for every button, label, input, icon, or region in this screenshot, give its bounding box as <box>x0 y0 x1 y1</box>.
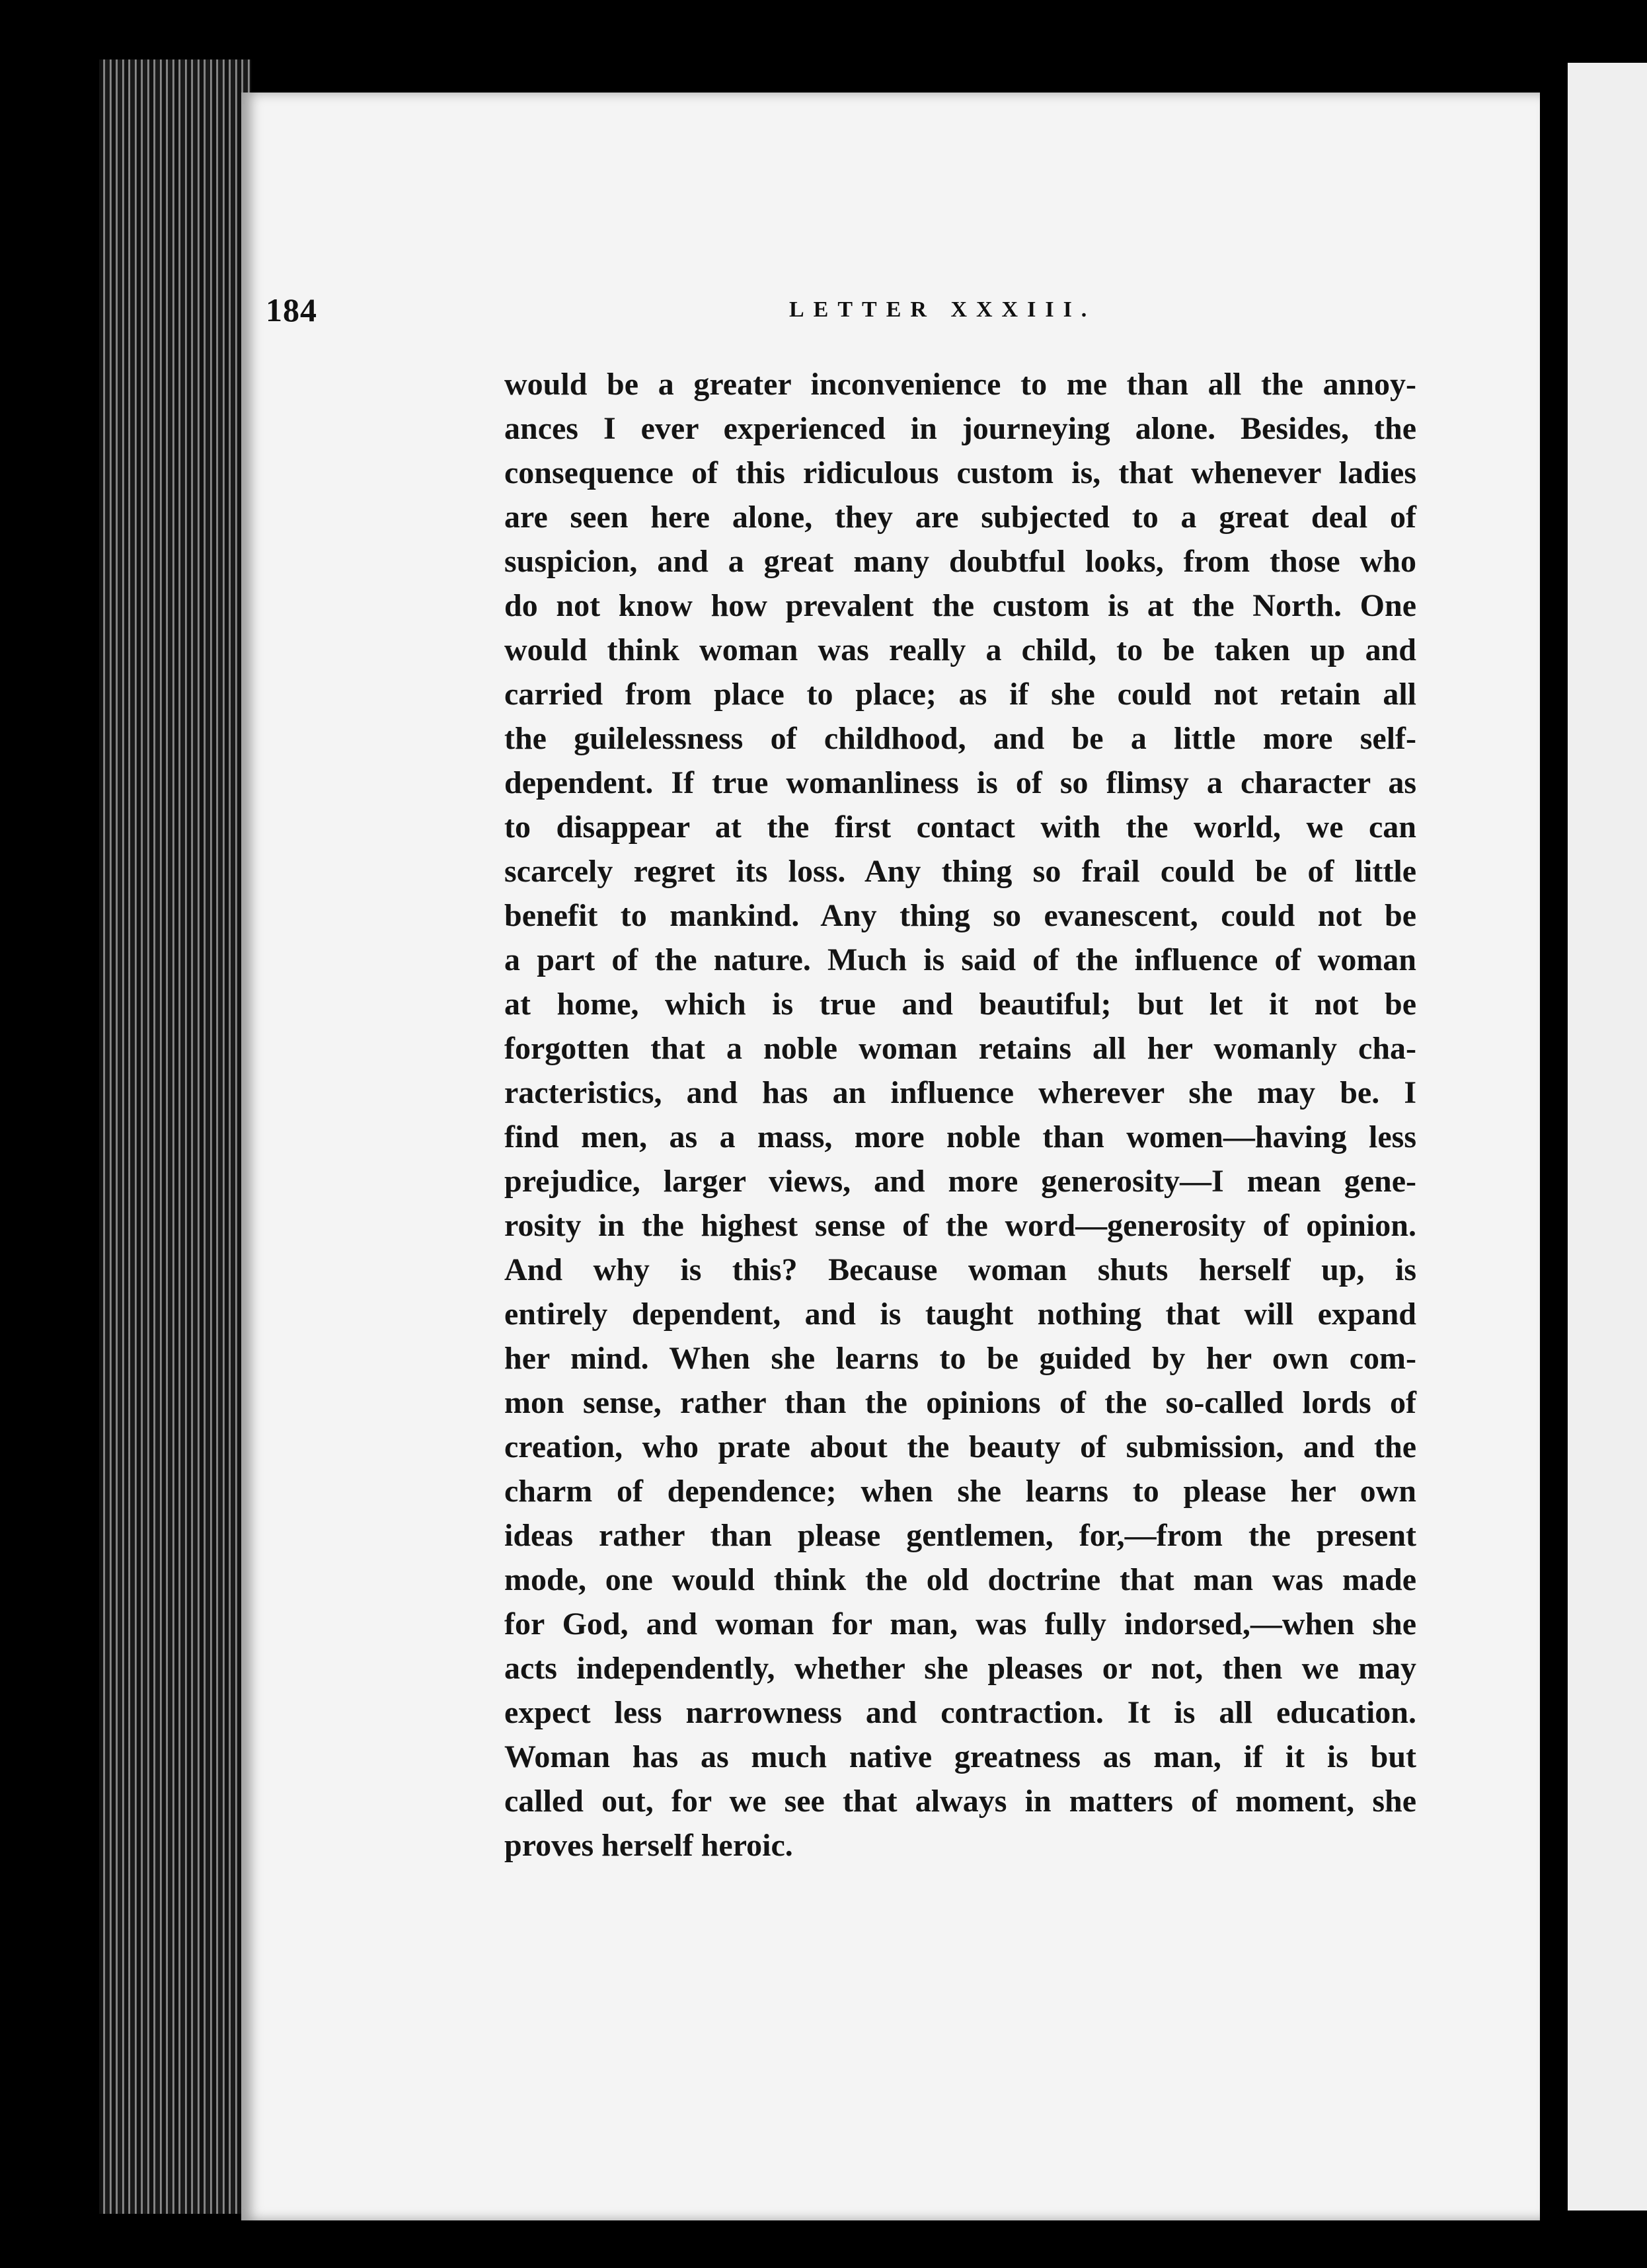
page-edges <box>99 59 251 2214</box>
text-line: suspicion, and a great many doubtful looks, from those who <box>504 544 1416 579</box>
text-line: forgotten that a noble woman retains all her womanly cha- <box>504 1031 1416 1066</box>
text-line: expect less narrowness and contraction. It is all education. <box>504 1695 1416 1730</box>
text-line: ideas rather than please gentlemen, for,—from the present <box>504 1518 1416 1553</box>
text-line: her mind. When she learns to be guided by her own com- <box>504 1341 1416 1376</box>
facing-page-edge <box>1568 63 1647 2211</box>
text-line: do not know how prevalent the custom is at the North. One <box>504 588 1416 623</box>
text-line: carried from place to place; as if she could not retain all <box>504 677 1416 712</box>
text-line: mode, one would think the old doctrine that man was made <box>504 1562 1416 1597</box>
text-line: acts independently, whether she pleases or not, then we may <box>504 1651 1416 1686</box>
text-line: called out, for we see that always in matters of moment, she <box>504 1784 1416 1819</box>
text-line: for God, and woman for man, was fully indorsed,—when she <box>504 1606 1416 1642</box>
text-line: are seen here alone, they are subjected to a great deal of <box>504 500 1416 535</box>
text-line: scarcely regret its loss. Any thing so frail could be of little <box>504 854 1416 889</box>
text-line: would think woman was really a child, to be taken up and <box>504 632 1416 667</box>
page-number: 184 <box>266 291 317 328</box>
text-line: entirely dependent, and is taught nothing that will expand <box>504 1297 1416 1332</box>
text-line: creation, who prate about the beauty of submission, and the <box>504 1429 1416 1464</box>
text-line: dependent. If true womanliness is of so flimsy a character as <box>504 765 1416 800</box>
text-line: mon sense, rather than the opinions of the so-called lords of <box>504 1385 1416 1420</box>
text-line: Woman has as much native greatness as man, if it is but <box>504 1739 1416 1774</box>
text-line: And why is this? Because woman shuts herself up, is <box>504 1252 1416 1287</box>
body-text <box>504 362 1416 1868</box>
text-line: charm of dependence; when she learns to please her own <box>504 1474 1416 1509</box>
text-line: would be a greater inconvenience to me than all the annoy- <box>504 367 1416 402</box>
text-line: to disappear at the first contact with the world, we can <box>504 810 1416 845</box>
text-line: rosity in the highest sense of the word—generosity of opinion. <box>504 1208 1416 1243</box>
text-line: a part of the nature. Much is said of the influence of woman <box>504 942 1416 977</box>
page-header <box>266 291 1125 344</box>
text-line: ances I ever experienced in journeying alone. Besides, the <box>504 411 1416 446</box>
text-line: racteristics, and has an influence wherever she may be. I <box>504 1075 1416 1110</box>
text-line: prejudice, larger views, and more generosity—I mean gene- <box>504 1164 1416 1199</box>
text-line: benefit to mankind. Any thing so evanescent, could not be <box>504 898 1416 933</box>
text-line: consequence of this ridiculous custom is, that whenever ladies <box>504 455 1416 490</box>
text-line: proves herself heroic. <box>504 1828 793 1863</box>
running-head: LETTER XXXIII. <box>789 297 1096 322</box>
text-line: the guilelessness of childhood, and be a little more self- <box>504 721 1416 756</box>
text-line: find men, as a mass, more noble than women—having less <box>504 1119 1416 1154</box>
text-line: at home, which is true and beautiful; but let it not be <box>504 987 1416 1022</box>
